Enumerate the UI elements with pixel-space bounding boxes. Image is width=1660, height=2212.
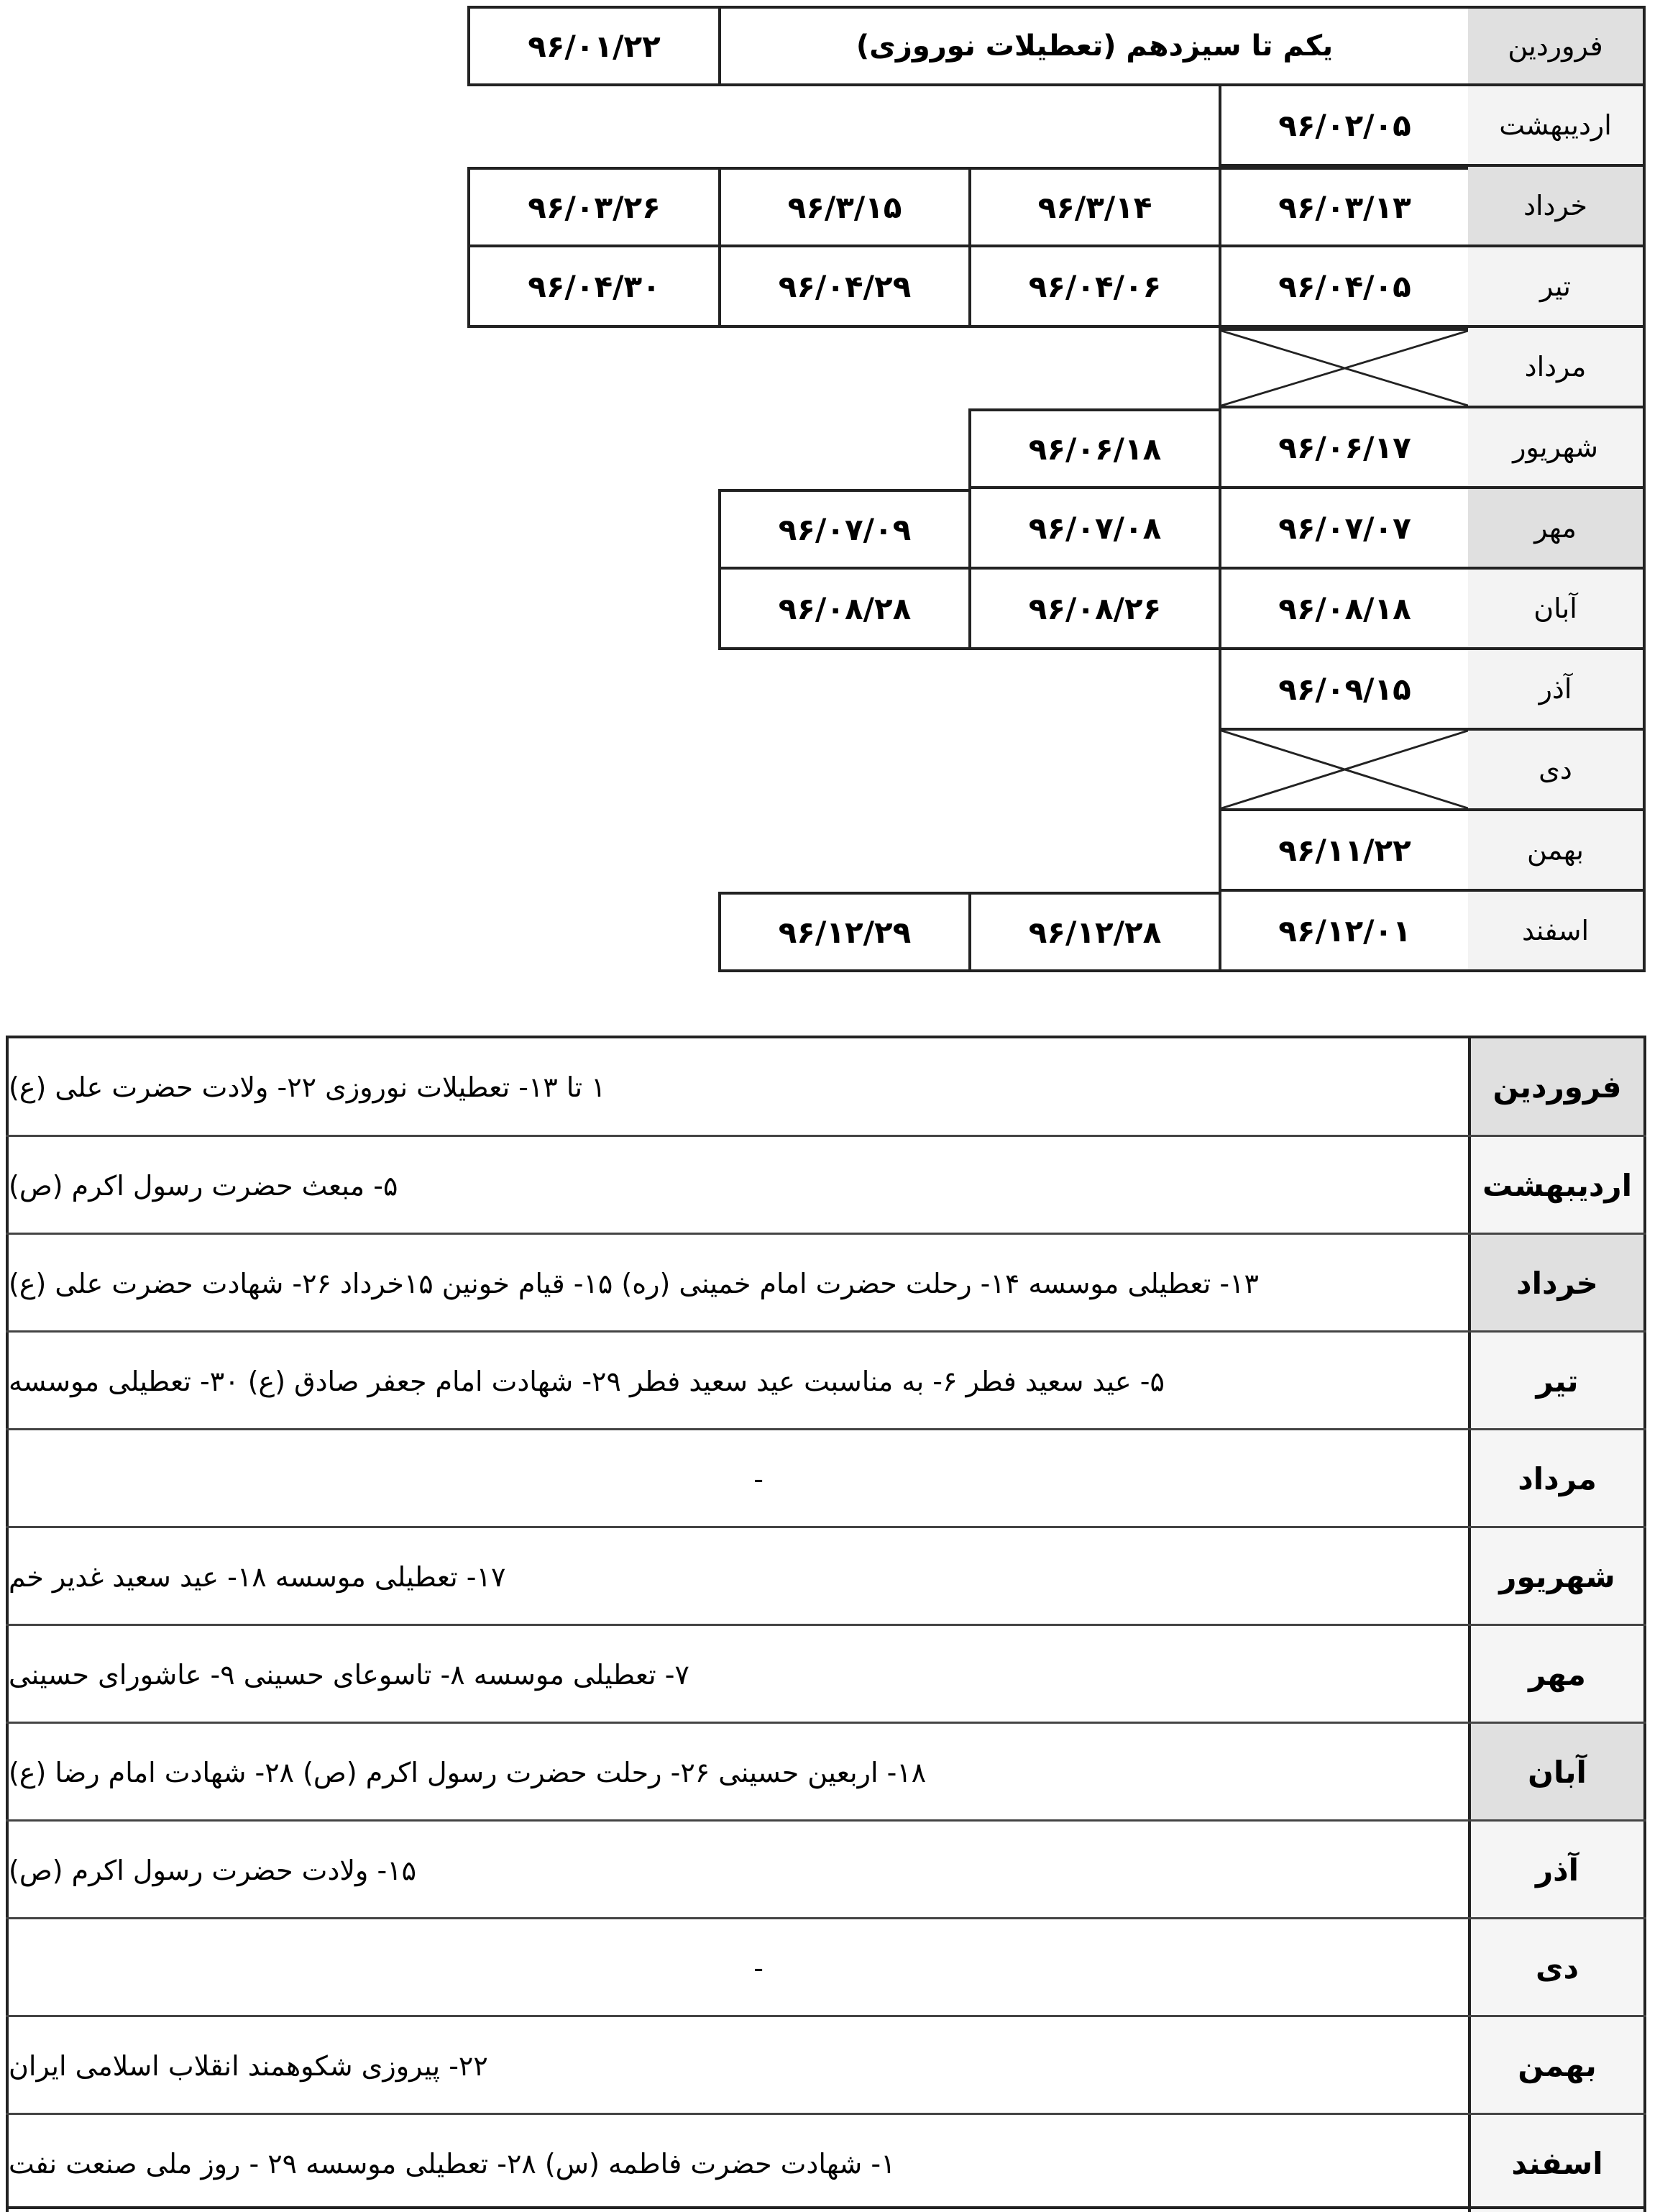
date-cell: ۹۶/۱۲/۲۸ bbox=[968, 892, 1219, 972]
month-cell: آبان bbox=[1468, 570, 1646, 650]
occasion-text: ۷- تعطیلی موسسه ۸- تاسوعای حسینی ۹- عاشورای حسینی bbox=[6, 1626, 1468, 1723]
table-row bbox=[0, 6, 1660, 86]
occasion-text: ۱۷- تعطیلی موسسه ۱۸- عید سعید غدیر خم bbox=[6, 1528, 1468, 1625]
table-row bbox=[6, 1626, 1646, 1723]
month-cell: اسفند bbox=[1468, 2115, 1646, 2212]
date-cell: ۹۶/۰۶/۱۸ bbox=[968, 408, 1219, 489]
date-cell: ۹۶/۰۴/۰۶ bbox=[968, 247, 1219, 328]
occasion-text: ۵- مبعث حضرت رسول اکرم (ص) bbox=[6, 1137, 1468, 1234]
table-row bbox=[0, 328, 1660, 408]
month-cell: اردیبهشت bbox=[1468, 86, 1646, 167]
month-cell: خرداد bbox=[1468, 167, 1646, 247]
month-cell: بهمن bbox=[1468, 811, 1646, 892]
date-cell: ۹۶/۰۴/۲۹ bbox=[718, 247, 968, 328]
table-row bbox=[0, 408, 1660, 489]
date-cell: ۹۶/۰۸/۱۸ bbox=[1219, 570, 1468, 650]
table-border bbox=[6, 2206, 1646, 2209]
date-cell: ۹۶/۱۱/۲۲ bbox=[1219, 811, 1468, 892]
month-cell: اسفند bbox=[1468, 892, 1646, 972]
occasion-text: ۵- عید سعید فطر ۶- به مناسبت عید سعید فطر ۲۹- شهادت امام جعفر صادق (ع) ۳۰- تعطیلی موسسه bbox=[6, 1333, 1468, 1430]
cross-mark-icon bbox=[1221, 331, 1468, 406]
month-cell: آذر bbox=[1468, 650, 1646, 731]
month-cell: شهریور bbox=[1468, 1528, 1646, 1625]
month-cell: تیر bbox=[1468, 247, 1646, 328]
table-row bbox=[6, 2115, 1646, 2212]
no-holiday-cross-cell bbox=[1219, 731, 1468, 811]
occasion-text: ۱۳- تعطیلی موسسه ۱۴- رحلت حضرت امام خمینی (ره) ۱۵- قیام خونین ۱۵خرداد ۲۶- شهادت حضرت علی (ع) bbox=[6, 1235, 1468, 1332]
date-cell: ۹۶/۰۴/۰۵ bbox=[1219, 247, 1468, 328]
table-row bbox=[0, 811, 1660, 892]
date-cell: ۹۶/۰۸/۲۶ bbox=[968, 570, 1219, 650]
date-cell: ۹۶/۰۳/۲۶ bbox=[467, 167, 718, 247]
occasion-text: - bbox=[6, 1430, 1468, 1527]
month-cell: فروردین bbox=[1468, 6, 1646, 86]
no-holiday-cross-cell bbox=[1219, 328, 1468, 408]
table-row bbox=[0, 570, 1660, 650]
date-cell: ۹۶/۰۴/۳۰ bbox=[467, 247, 718, 328]
table-row bbox=[6, 2017, 1646, 2114]
date-cell: ۹۶/۳/۱۴ bbox=[968, 167, 1219, 247]
table-row bbox=[0, 86, 1660, 167]
month-cell: آبان bbox=[1468, 1724, 1646, 1821]
date-cell: ۹۶/۰۹/۱۵ bbox=[1219, 650, 1468, 731]
month-cell: مرداد bbox=[1468, 328, 1646, 408]
date-cell: ۹۶/۳/۱۵ bbox=[718, 167, 968, 247]
month-cell: تیر bbox=[1468, 1333, 1646, 1430]
occasion-text: ۱۵- ولادت حضرت رسول اکرم (ص) bbox=[6, 1822, 1468, 1919]
month-cell: مهر bbox=[1468, 1626, 1646, 1723]
occasion-text: - bbox=[6, 1919, 1468, 2016]
date-cell: ۹۶/۰۳/۱۳ bbox=[1219, 167, 1468, 247]
date-cell: ۹۶/۰۶/۱۷ bbox=[1219, 408, 1468, 489]
date-cell: ۹۶/۰۷/۰۷ bbox=[1219, 489, 1468, 570]
occasion-text: ۱ تا ۱۳- تعطیلات نوروزی ۲۲- ولادت حضرت علی (ع) bbox=[6, 1038, 1468, 1135]
occasion-text: ۱- شهادت حضرت فاطمه (س) ۲۸- تعطیلی موسسه ۲۹ - روز ملی صنعت نفت bbox=[6, 2115, 1468, 2212]
month-cell: مهر bbox=[1468, 489, 1646, 570]
table-row bbox=[6, 1137, 1646, 1234]
cross-mark-icon bbox=[1221, 731, 1468, 808]
table-row bbox=[0, 489, 1660, 570]
table-row bbox=[6, 1235, 1646, 1332]
date-cell: ۹۶/۱۲/۰۱ bbox=[1219, 892, 1468, 972]
date-cell: ۹۶/۰۷/۰۸ bbox=[968, 489, 1219, 570]
table-row bbox=[6, 1919, 1646, 2016]
month-cell: شهریور bbox=[1468, 408, 1646, 489]
table-row bbox=[6, 1333, 1646, 1430]
date-cell: ۹۶/۰۱/۲۲ bbox=[467, 6, 718, 86]
month-cell: بهمن bbox=[1468, 2017, 1646, 2114]
table-row bbox=[0, 892, 1660, 972]
table-row bbox=[6, 1430, 1646, 1527]
table-row bbox=[6, 1822, 1646, 1919]
date-cell: ۹۶/۰۸/۲۸ bbox=[718, 570, 968, 650]
table-row bbox=[6, 1038, 1646, 1135]
occasion-text: ۲۲- پیروزی شکوهمند انقلاب اسلامی ایران bbox=[6, 2017, 1468, 2114]
table-row bbox=[6, 1724, 1646, 1821]
date-cell: ۹۶/۱۲/۲۹ bbox=[718, 892, 968, 972]
month-cell: آذر bbox=[1468, 1822, 1646, 1919]
month-cell: اردیبهشت bbox=[1468, 1137, 1646, 1234]
table-row bbox=[6, 1528, 1646, 1625]
table-row bbox=[0, 167, 1660, 247]
month-cell: دی bbox=[1468, 1919, 1646, 2016]
month-cell: مرداد bbox=[1468, 1430, 1646, 1527]
nowruz-holidays-cell: یکم تا سیزدهم (تعطیلات نوروزی) bbox=[718, 6, 1468, 86]
table-row bbox=[0, 247, 1660, 328]
month-cell: فروردین bbox=[1468, 1038, 1646, 1135]
date-cell: ۹۶/۰۲/۰۵ bbox=[1219, 86, 1468, 167]
month-cell: دی bbox=[1468, 731, 1646, 811]
table-row bbox=[0, 731, 1660, 811]
date-cell: ۹۶/۰۷/۰۹ bbox=[718, 489, 968, 570]
table-row bbox=[0, 650, 1660, 731]
occasion-text: ۱۸- اربعین حسینی ۲۶- رحلت حضرت رسول اکرم (ص) ۲۸- شهادت امام رضا (ع) bbox=[6, 1724, 1468, 1821]
month-cell: خرداد bbox=[1468, 1235, 1646, 1332]
